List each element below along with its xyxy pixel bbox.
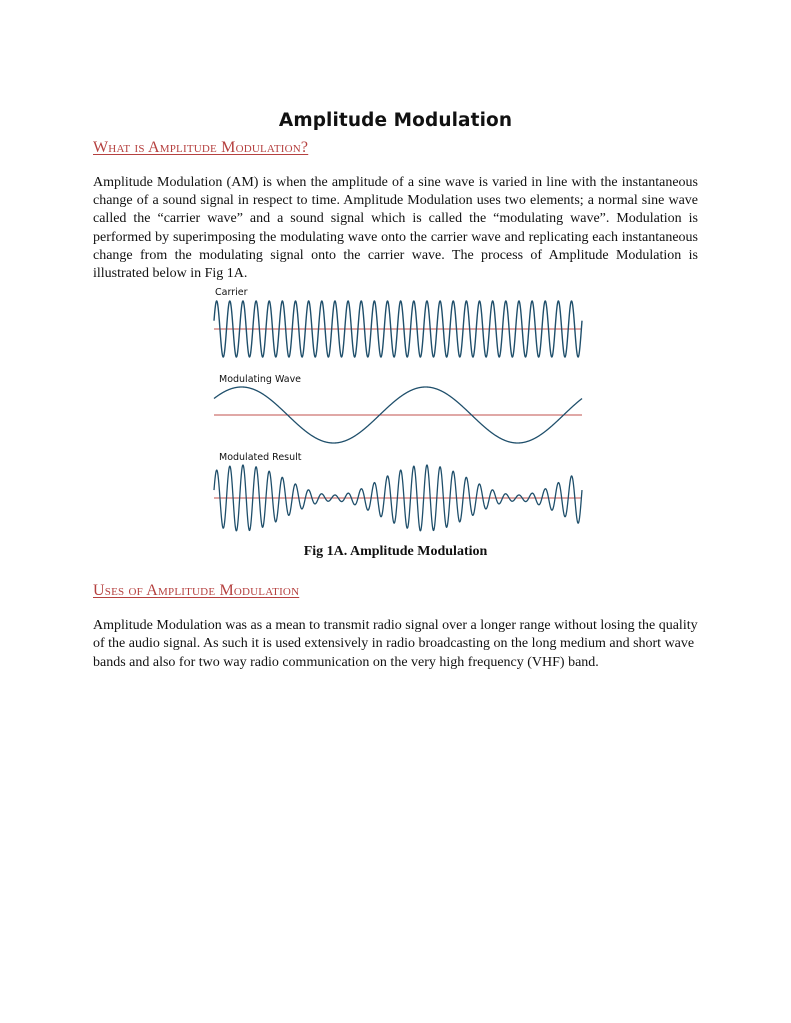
section-heading-uses-of-am: Uses of Amplitude Modulation — [93, 582, 300, 600]
am-diagram — [211, 287, 583, 537]
section-heading-what-is-am: What is Amplitude Modulation? — [93, 139, 309, 156]
modulated-result-label: Modulated Result — [219, 452, 302, 464]
modulating-wave-label: Modulating Wave — [219, 374, 302, 386]
document-title: Amplitude Modulation — [278, 110, 513, 131]
section-paragraph-what-is-am: Amplitude Modulation (AM) is when the amplitude of a sine wave is varied in line with the instantaneous change of a sound signal in respect to time. Amplitude Modulation uses two elements; a normal sine wave called the “carrier wave” and a sound signal which is called the “modulating wave”. Modulation is performed by superimposing the modulating wave onto the carrier wave and replicating each instantaneous change from the modulating signal onto the carrier wave. The process of Amplitude Modulation is illustrated below in Fig 1A. — [93, 175, 698, 282]
figure-amplitude-modulation — [93, 287, 698, 537]
figure-caption: Fig 1A. Amplitude Modulation — [303, 544, 488, 560]
section-paragraph-uses-of-am: Amplitude Modulation was as a mean to transmit radio signal over a longer range without losing the quality of the audio signal. As such it is used extensively in radio broadcasting on the long medium and short wave bands and also for two way radio communication on the very high frequency (VHF) band. — [93, 618, 698, 670]
carrier-label: Carrier — [215, 287, 248, 299]
document-page — [93, 108, 698, 672]
